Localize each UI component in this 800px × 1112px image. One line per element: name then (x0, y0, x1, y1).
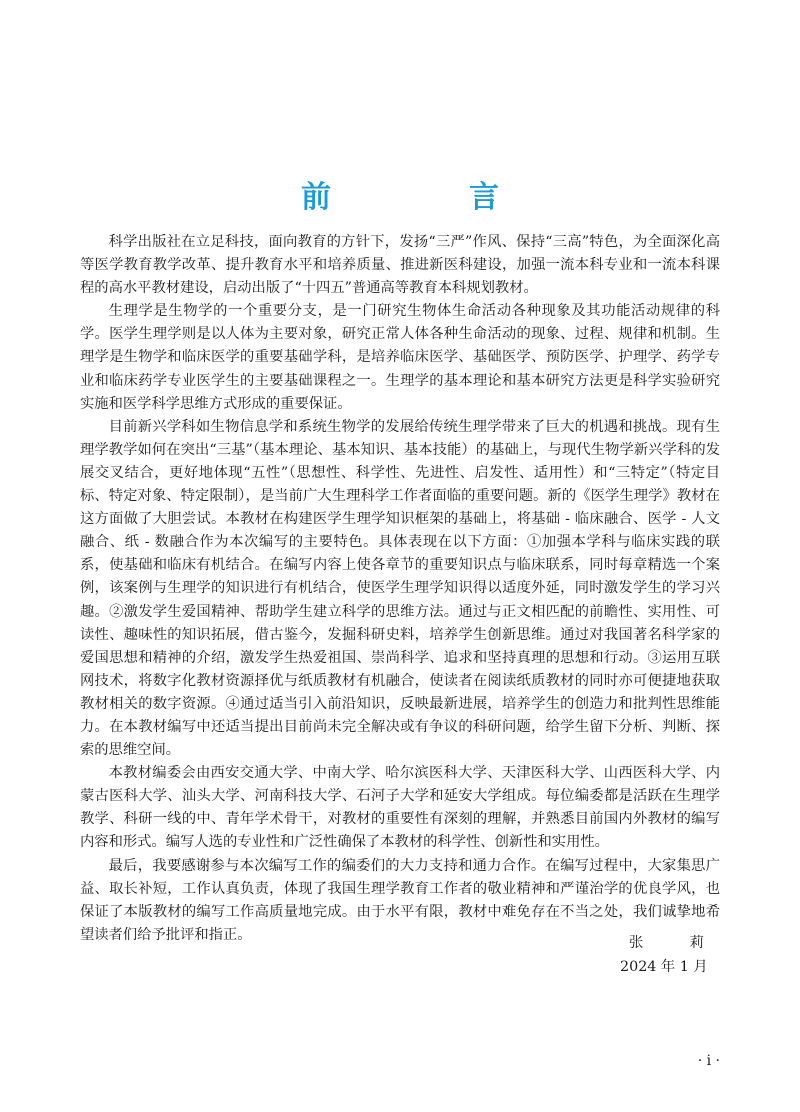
signature-block (620, 931, 720, 979)
author-name: 张 莉 (629, 935, 720, 951)
paragraph-1: 科学出版社在立足科技，面向教育的方针下，发扬“三严”作风、保持“三高”特色，为全面深化高等医学教育教学改革、提升教育水平和培养质量、推进新医科建设，加强一流本科专业和一流本科课程的高水平教材建设，启动出版了“十四五”普通高等教育本科规划教材。 (80, 234, 720, 297)
paragraph-3: 目前新兴学科如生物信息学和系统生物学的发展给传统生理学带来了巨大的机遇和挑战。现有生理学教学如何在突出“三基”（基本理论、基本知识、基本技能）的基础上，与现代生物学新兴学科的发展交叉结合，更好地体现“五性”（思想性、科学性、先进性、启发性、适用性）和“三特定”（特定目标、特定对象、特定限制），是当前广大生理科学工作者面临的重要问题。新的《医学生理学》教材在这方面做了大胆尝试。本教材在构建医学生理学知识框架的基础上，将基础 - 临床融合、医学 - 人文融合、纸 - 数融合作为本次编写的主要特色。具体表现在以下方面：①加强本学科与临床实践的联系，使基础和临床有机结合。在编写内容上使各章节的重要知识点与临床联系，同时每章精选一个案例，该案例与生理学的知识进行有机结合，使医学生理学知识得以适度外延，同时激发学生的学习兴趣。②激发学生爱国精神、帮助学生建立科学的思维方法。通过与正文相匹配的前瞻性、实用性、可读性、趣味性的知识拓展，借古鉴今，发掘科研史料，培养学生创新思维。通过对我国著名科学家的爱国思想和精神的介绍，激发学生热爱祖国、崇尚科学、追求和坚持真理的思想和行动。③运用互联网技术，将数字化教材资源择优与纸质教材有机融合，使读者在阅读纸质教材的同时亦可便捷地获取教材相关的数字资源。④通过适当引入前沿知识，反映最新进展，培养学生的创造力和批判性思维能力。在本教材编写中还适当提出目前尚未完全解决或有争议的科研问题，给学生留下分析、判断、探索的思维空间。 (80, 418, 720, 759)
signature-date: 2024 年 1 月 (620, 959, 708, 975)
page-number: · i · (697, 1053, 720, 1069)
paragraph-5: 最后，我要感谢参与本次编写工作的编委们的大力支持和通力合作。在编写过程中，大家集思广益、取长补短，工作认真负责，体现了我国生理学教育工作者的敬业精神和严谨治学的优良学风，也保证了本版教材的编写工作高质量地完成。由于水平有限，教材中难免存在不当之处，我们诚挚地希望读者们给予批评和指正。 (80, 857, 720, 943)
page-title: 前 言 (301, 180, 553, 216)
paragraph-4: 本教材编委会由西安交通大学、中南大学、哈尔滨医科大学、天津医科大学、山西医科大学、内蒙古医科大学、汕头大学、河南科技大学、石河子大学和延安大学组成。每位编委都是活跃在生理学教学、科研一线的中、青年学术骨干，对教材的重要性有深刻的理解，并熟悉目前国内外教材的编写内容和形式。编写人选的专业性和广泛性确保了本教材的科学性、创新性和实用性。 (80, 765, 720, 851)
paragraph-2: 生理学是生物学的一个重要分支，是一门研究生物体生命活动各种现象及其功能活动规律的科学。医学生理学则是以人体为主要对象，研究正常人体各种生命活动的现象、过程、规律和机制。生理学是生物学和临床医学的重要基础学科，是培养临床医学、基础医学、预防医学、护理学、药学专业和临床药学专业医学生的主要基础课程之一。生理学的基本理论和基本研究方法更是科学实验研究实施和医学科学思维方式形成的重要保证。 (80, 303, 720, 412)
preface-body (80, 231, 720, 947)
